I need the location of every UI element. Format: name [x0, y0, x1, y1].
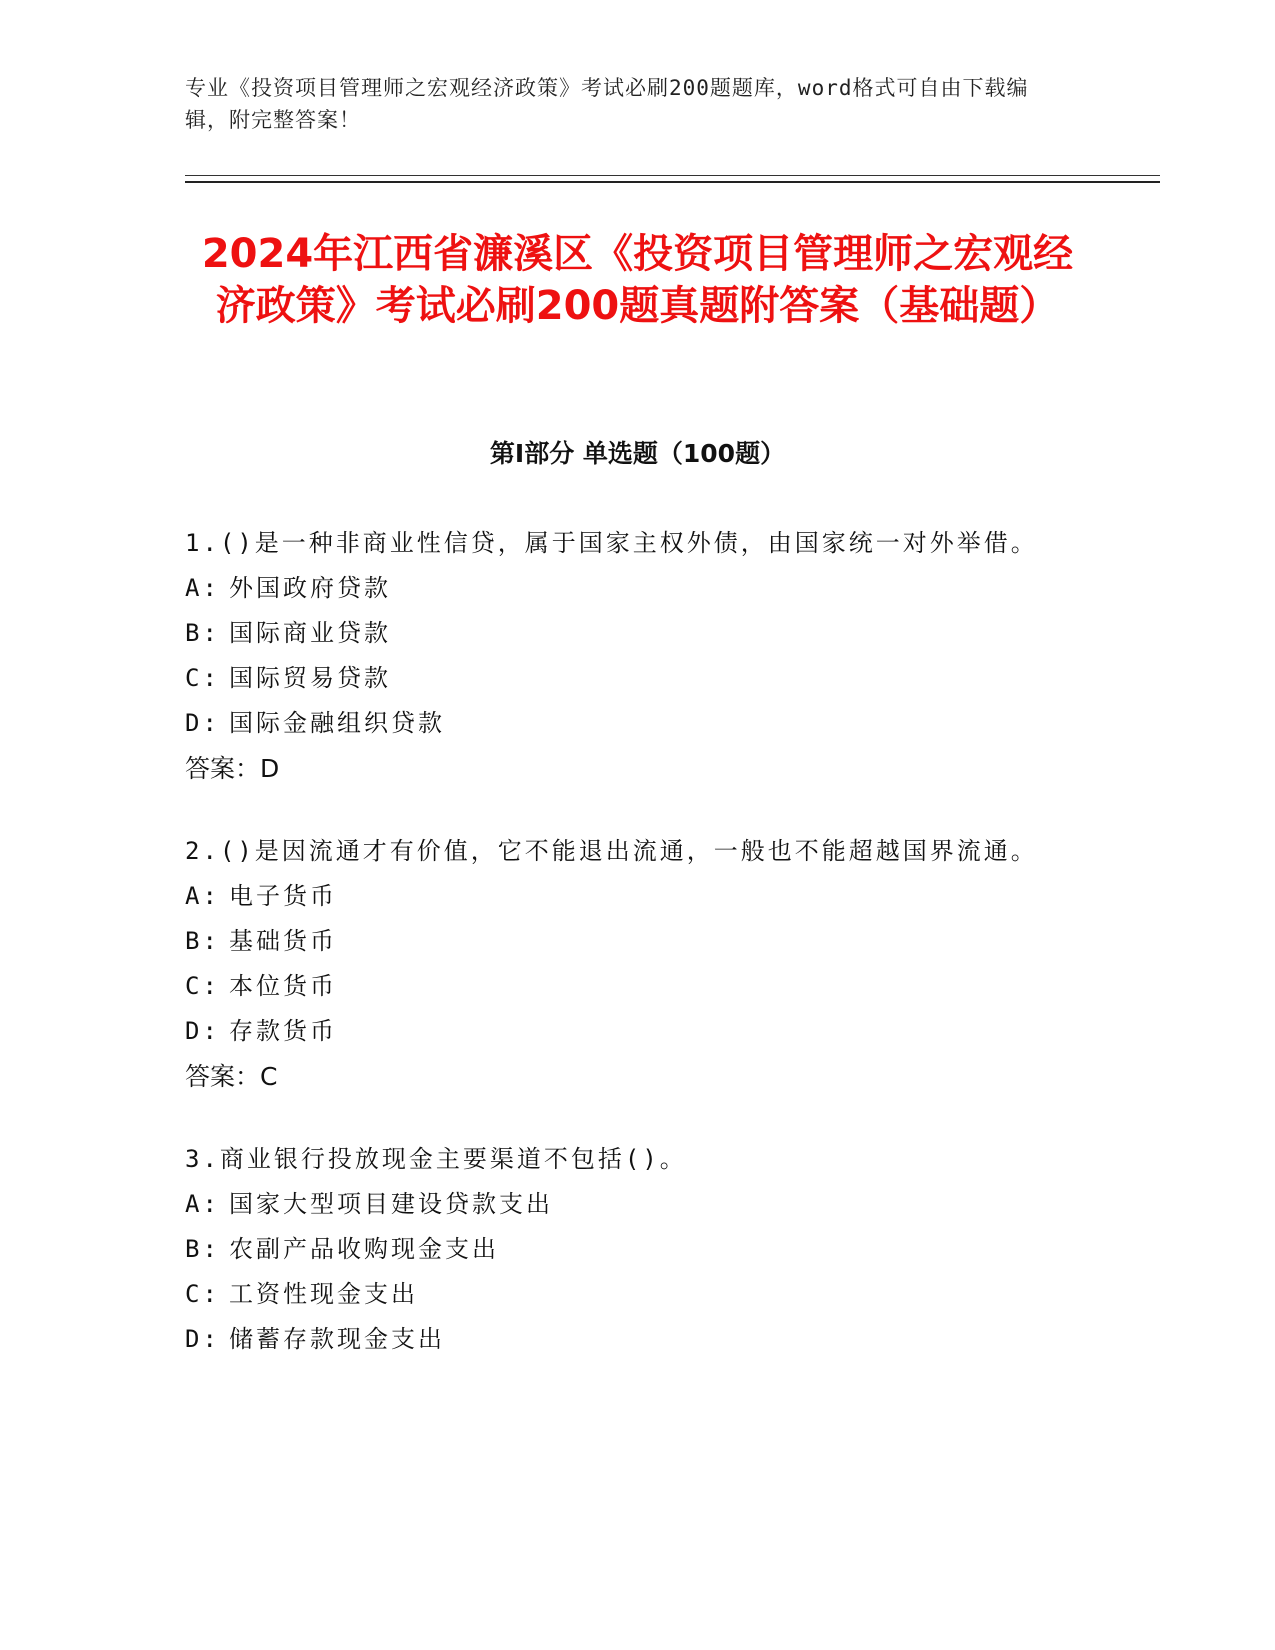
option-key: C:: [185, 664, 220, 692]
option-key: D:: [185, 709, 220, 737]
option-text: 本位货币: [229, 972, 337, 1000]
question-2: [185, 828, 1075, 1100]
option-text: 储蓄存款现金支出: [229, 1325, 445, 1353]
option-a: [185, 566, 1075, 611]
option-text: 国际金融组织贷款: [229, 709, 445, 737]
option-text: 国际贸易贷款: [229, 664, 391, 692]
document-title: 2024年江西省濂溪区《投资项目管理师之宏观经济政策》考试必刷200题真题附答案（基础题）: [201, 231, 1074, 329]
option-key: D:: [185, 1325, 220, 1353]
option-b: [185, 919, 1075, 964]
question-1: [185, 520, 1075, 792]
option-d: [185, 1317, 1075, 1362]
option-key: B:: [185, 927, 220, 955]
option-key: C:: [185, 972, 220, 1000]
option-a: [185, 874, 1075, 919]
option-a: [185, 1182, 1075, 1227]
answer-line: 答案：D: [185, 754, 280, 783]
answer-line: 答案：C: [185, 1062, 278, 1091]
option-c: [185, 1272, 1075, 1317]
option-b: [185, 611, 1075, 656]
option-text: 国家大型项目建设贷款支出: [229, 1190, 553, 1218]
option-d: [185, 1009, 1075, 1054]
option-key: C:: [185, 1280, 220, 1308]
option-c: [185, 656, 1075, 701]
option-text: 工资性现金支出: [229, 1280, 418, 1308]
option-key: B:: [185, 1235, 220, 1263]
header-divider-thin: [185, 175, 1160, 176]
option-key: A:: [185, 1190, 220, 1218]
option-key: A:: [185, 574, 220, 602]
option-text: 电子货币: [229, 882, 337, 910]
option-key: B:: [185, 619, 220, 647]
question-stem: 2.()是因流通才有价值，它不能退出流通，一般也不能超越国界流通。: [185, 837, 1038, 865]
option-b: [185, 1227, 1075, 1272]
question-stem: 1.()是一种非商业性信贷，属于国家主权外债，由国家统一对外举借。: [185, 529, 1038, 557]
option-d: [185, 701, 1075, 746]
question-stem: 3.商业银行投放现金主要渠道不包括()。: [185, 1145, 687, 1173]
option-c: [185, 964, 1075, 1009]
header-divider-thick: [185, 181, 1160, 183]
section-heading: 第Ⅰ部分 单选题（100题）: [489, 439, 786, 468]
option-text: 基础货币: [229, 927, 337, 955]
question-list: [185, 520, 1075, 1398]
option-text: 存款货币: [229, 1017, 337, 1045]
question-3: [185, 1136, 1075, 1362]
option-text: 国际商业贷款: [229, 619, 391, 647]
option-text: 外国政府贷款: [229, 574, 391, 602]
option-text: 农副产品收购现金支出: [229, 1235, 499, 1263]
option-key: A:: [185, 882, 220, 910]
header-note: 专业《投资项目管理师之宏观经济政策》考试必刷200题题库，word格式可自由下载编辑，附完整答案！: [185, 76, 1029, 132]
option-key: D:: [185, 1017, 220, 1045]
